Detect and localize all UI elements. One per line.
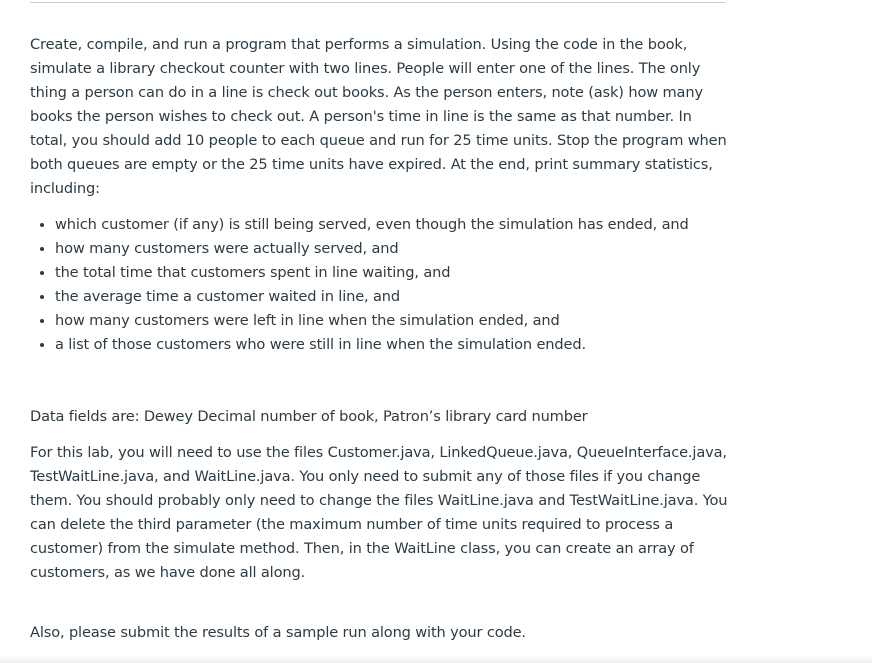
list-item: • the average time a customer waited in line, and bbox=[55, 285, 730, 309]
assignment-description bbox=[30, 33, 730, 645]
list-item: • the total time that customers spent in line waiting, and bbox=[55, 261, 730, 285]
list-item: • how many customers were left in line when the simulation ended, and bbox=[55, 309, 730, 333]
lab-files-paragraph: For this lab, you will need to use the files Customer.java, LinkedQueue.java, QueueInterface.java, TestWaitLine.java, and WaitLine.java. You only need to submit any of those files if you change them. You should probably only need to change the files WaitLine.java and TestWaitLine.java. You can delete the third parameter (the maximum number of time units required to process a customer) from the simulate method. Then, in the WaitLine class, you can create an array of customers, as we have done all along. bbox=[30, 444, 728, 581]
bottom-shadow bbox=[0, 655, 872, 663]
data-fields-paragraph: Data fields are: Dewey Decimal number of book, Patron’s library card number bbox=[30, 408, 588, 425]
list-item: • how many customers were actually served, and bbox=[55, 237, 730, 261]
summary-statistics-list bbox=[30, 213, 730, 357]
top-divider bbox=[30, 2, 725, 3]
intro-paragraph: Create, compile, and run a program that performs a simulation. Using the code in the book, simulate a library checkout counter with two lines. People will enter one of the lines. The only thing a person can do in a line is check out books. As the person enters, note (ask) how many books the person wishes to check out. A person's time in line is the same as that number. In total, you should add 10 people to each queue and run for 25 time units. Stop the program when both queues are empty or the 25 time units have expired. At the end, print summary statistics, including: bbox=[30, 36, 727, 197]
list-item: • a list of those customers who were still in line when the simulation ended. bbox=[55, 333, 730, 357]
submit-note-paragraph: Also, please submit the results of a sample run along with your code. bbox=[30, 624, 526, 641]
list-item: • which customer (if any) is still being served, even though the simulation has ended, and bbox=[55, 213, 730, 237]
